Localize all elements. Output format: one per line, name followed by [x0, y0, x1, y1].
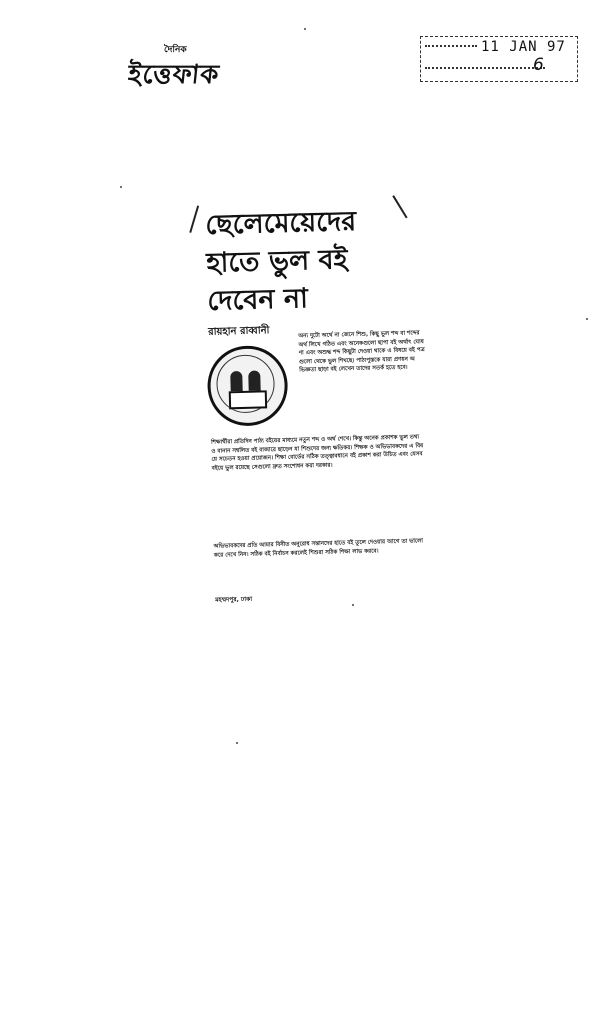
stamp-dotted-line-2: [425, 67, 545, 69]
date-stamp: [420, 36, 578, 82]
stamp-page-number: 6: [533, 55, 544, 75]
emblem-logo: [207, 345, 289, 427]
article-paragraph-right: অন্য দুটো অর্থে না জেনে শিশু, কিছু ভুল শব্দ বা শব্দের অর্থ লিখে গঠিত এবং অনেকগুলো ছাপা বই অর্থাৎ ঘোষণা এবং অশুদ্ধ শব্দ কিছুটা দেওয়া থাকে এ বিষয়ে বই পত্রগুলো থেকে ভুল শিখছে। পাঠ্যপুস্তকে যারা প্রণয়ন অভিজ্ঞতা ছাড়া বই লেখেন তাদের সতর্ক হতে হবে।: [298, 330, 425, 374]
article-headline: ছেলেমেয়েদের হাতে ভুল বই দেবেন না: [204, 205, 357, 317]
newspaper-clipping: [191, 193, 446, 609]
masthead-prefix: দৈনিক: [164, 45, 187, 55]
clip-mark-left: [189, 205, 199, 232]
book-icon: [229, 390, 267, 409]
stamp-dotted-line: [425, 45, 477, 47]
masthead-title: ইত্তেফাক: [126, 60, 221, 90]
article-paragraph-1: শিক্ষার্থীরা প্রতিদিন পাঠ্য বইয়ের মাধ্যমে নতুন শব্দ ও অর্থ শেখে। কিন্তু অনেক প্রকাশক ভুল তথ্য ও বানান সম্বলিত বই বাজারে ছাড়েন যা শিশুদের জন্য ক্ষতিকর। শিক্ষক ও অভিভাবকদের এ বিষয়ে সচেতন হওয়া প্রয়োজন। শিক্ষা বোর্ডের সঠিক তত্ত্বাবধানে বই প্রকাশ করা উচিত এবং যেসব বইয়ে ভুল রয়েছে সেগুলো দ্রুত সংশোধন করা দরকার।: [210, 434, 424, 472]
article-signoff: মহম্মদপুর, ঢাকা: [215, 595, 253, 604]
article-paragraph-2: অভিভাবকদের প্রতি আমার বিনীত অনুরোধ সন্তানদের হাতে বই তুলে দেওয়ার আগে তা ভালো করে দেখে নিন। সঠিক বই নির্বাচন করলেই শিশুরা সঠিক শিক্ষা লাভ করবে।: [213, 538, 424, 559]
stamp-date: 11 JAN 97: [481, 39, 566, 55]
article-byline: রায়হান রাব্বানী: [208, 325, 270, 338]
